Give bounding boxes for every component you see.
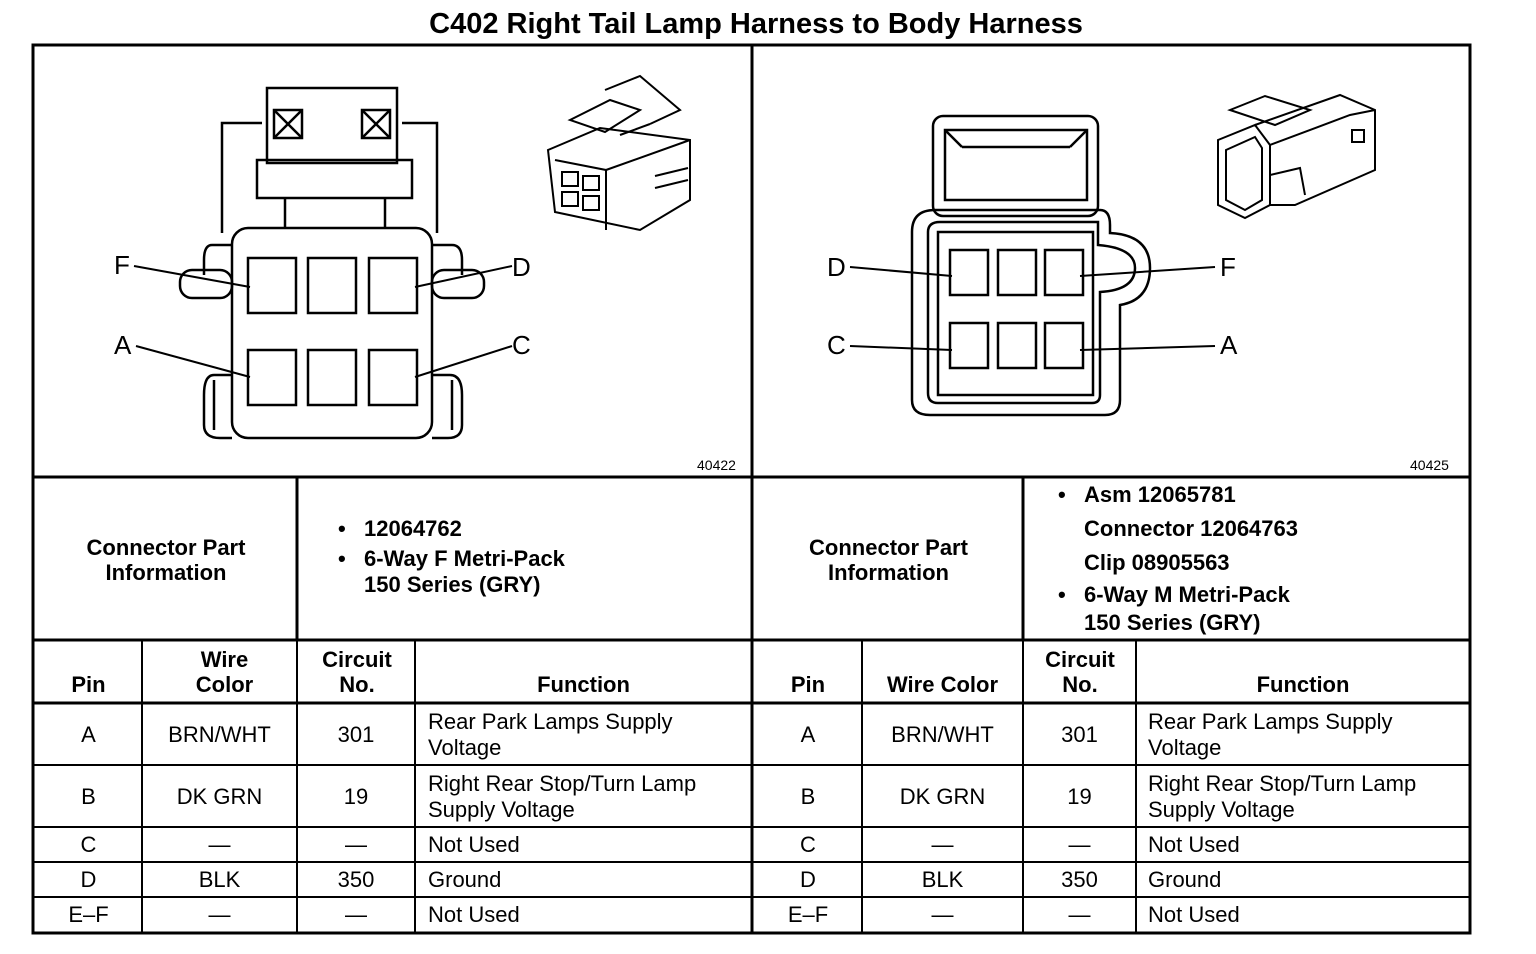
left-connector-drawing <box>134 88 512 438</box>
wire-color-cell: — <box>931 902 954 927</box>
function-line: Supply Voltage <box>428 797 575 822</box>
wire-color-cell: — <box>931 832 954 857</box>
wire-color-cell: BRN/WHT <box>891 721 994 747</box>
connector-type: 6-Way F Metri-Pack <box>364 546 565 571</box>
page-title: C402 Right Tail Lamp Harness to Body Harness <box>429 8 1083 40</box>
circuit-cell: 350 <box>1061 867 1098 892</box>
wire-color-cell: DK GRN <box>899 783 986 809</box>
circuit-cell: 301 <box>1061 721 1098 747</box>
function-line: Right Rear Stop/Turn Lamp <box>428 771 697 796</box>
header-circuit-left: Circuit No. <box>322 647 392 697</box>
pin-label-c-right: C <box>827 330 846 360</box>
wire-color-cell: — <box>208 902 231 927</box>
pin-cell: A <box>81 721 96 747</box>
header-function-left: Function <box>537 672 630 697</box>
header-function-right: Function <box>1256 672 1350 697</box>
circuit-cell: 19 <box>1067 783 1092 809</box>
right-connector-drawing <box>850 116 1215 415</box>
function-cell: Ground <box>428 867 502 892</box>
circuit-cell: 19 <box>343 783 369 809</box>
left-connector-iso-drawing <box>548 76 690 230</box>
wire-color-cell: — <box>208 832 231 857</box>
pin-cell: A <box>800 721 816 747</box>
function-cell <box>1148 709 1393 761</box>
header-pin-left: Pin <box>71 672 106 697</box>
pin-label-d: D <box>512 252 531 282</box>
function-cell: Not Used <box>428 902 520 927</box>
part-info-right: • Asm 12065781 Connector 12064763 Clip 08905563 • 6-Way M Metri-Pack 150 Series (GRY) <box>1058 482 1298 635</box>
function-cell <box>428 771 696 823</box>
header-wire-color-right: Wire Color <box>886 672 999 697</box>
figure-number-left: 40422 <box>697 457 736 473</box>
wire-color-cell: BRN/WHT <box>168 721 271 747</box>
pin-cell: E–F <box>787 902 829 927</box>
function-line: Voltage <box>428 735 502 760</box>
right-connector-iso-drawing <box>1218 95 1375 218</box>
wire-color-cell: BLK <box>921 867 964 892</box>
pin-label-a-right: A <box>1220 330 1238 360</box>
pin-label-f-right: F <box>1220 252 1236 282</box>
figure-number-right: 40425 <box>1410 457 1449 473</box>
pin-cell: B <box>800 783 816 809</box>
function-cell <box>428 709 673 761</box>
wire-color-cell: BLK <box>198 867 241 892</box>
header-wire-color-left: Wire Color <box>195 647 254 697</box>
function-line: Supply Voltage <box>1148 797 1295 822</box>
header-pin-right: Pin <box>790 672 826 697</box>
connector-series: 150 Series (GRY) <box>364 572 541 597</box>
pin-cell: E–F <box>68 902 109 927</box>
pin-cell: B <box>81 783 96 809</box>
circuit-cell: 350 <box>337 867 375 892</box>
connector-series: 150 Series (GRY) <box>1084 610 1261 635</box>
function-cell: Ground <box>1148 867 1222 892</box>
part-info-left: • 12064762 • 6-Way F Metri-Pack 150 Series (GRY) <box>338 516 565 597</box>
pin-label-c: C <box>512 330 531 360</box>
part-info-label-left: Connector Part Information <box>86 535 246 585</box>
connector-number: Connector 12064763 <box>1084 516 1298 541</box>
function-line: Voltage <box>1148 735 1222 760</box>
pin-label-a: A <box>114 330 132 360</box>
pin-cell: C <box>800 832 816 857</box>
pin-label-d-right: D <box>827 252 846 282</box>
pin-cell: D <box>800 867 816 892</box>
function-cell: Not Used <box>428 832 520 857</box>
assembly-number: Asm 12065781 <box>1084 482 1236 507</box>
clip-number: Clip 08905563 <box>1084 550 1230 575</box>
function-line: Right Rear Stop/Turn Lamp <box>1148 771 1417 796</box>
function-cell <box>1148 771 1416 823</box>
circuit-cell: — <box>1068 832 1091 857</box>
function-line: Rear Park Lamps Supply <box>1148 709 1393 734</box>
function-cell: Not Used <box>1148 902 1240 927</box>
circuit-cell: — <box>345 902 367 927</box>
part-info-label-right: Connector Part Information <box>809 535 968 585</box>
header-circuit-right: Circuit No. <box>1045 647 1115 697</box>
pin-cell: C <box>80 832 97 857</box>
pin-cell: D <box>80 867 97 892</box>
wire-color-cell: DK GRN <box>176 783 263 809</box>
circuit-cell: — <box>1068 902 1091 927</box>
function-line: Rear Park Lamps Supply <box>428 709 673 734</box>
pin-label-f: F <box>114 250 130 280</box>
circuit-cell: 301 <box>337 721 375 747</box>
connector-type: 6-Way M Metri-Pack <box>1084 582 1290 607</box>
circuit-cell: — <box>345 832 367 857</box>
part-number: 12064762 <box>364 516 462 541</box>
function-cell: Not Used <box>1148 832 1240 857</box>
